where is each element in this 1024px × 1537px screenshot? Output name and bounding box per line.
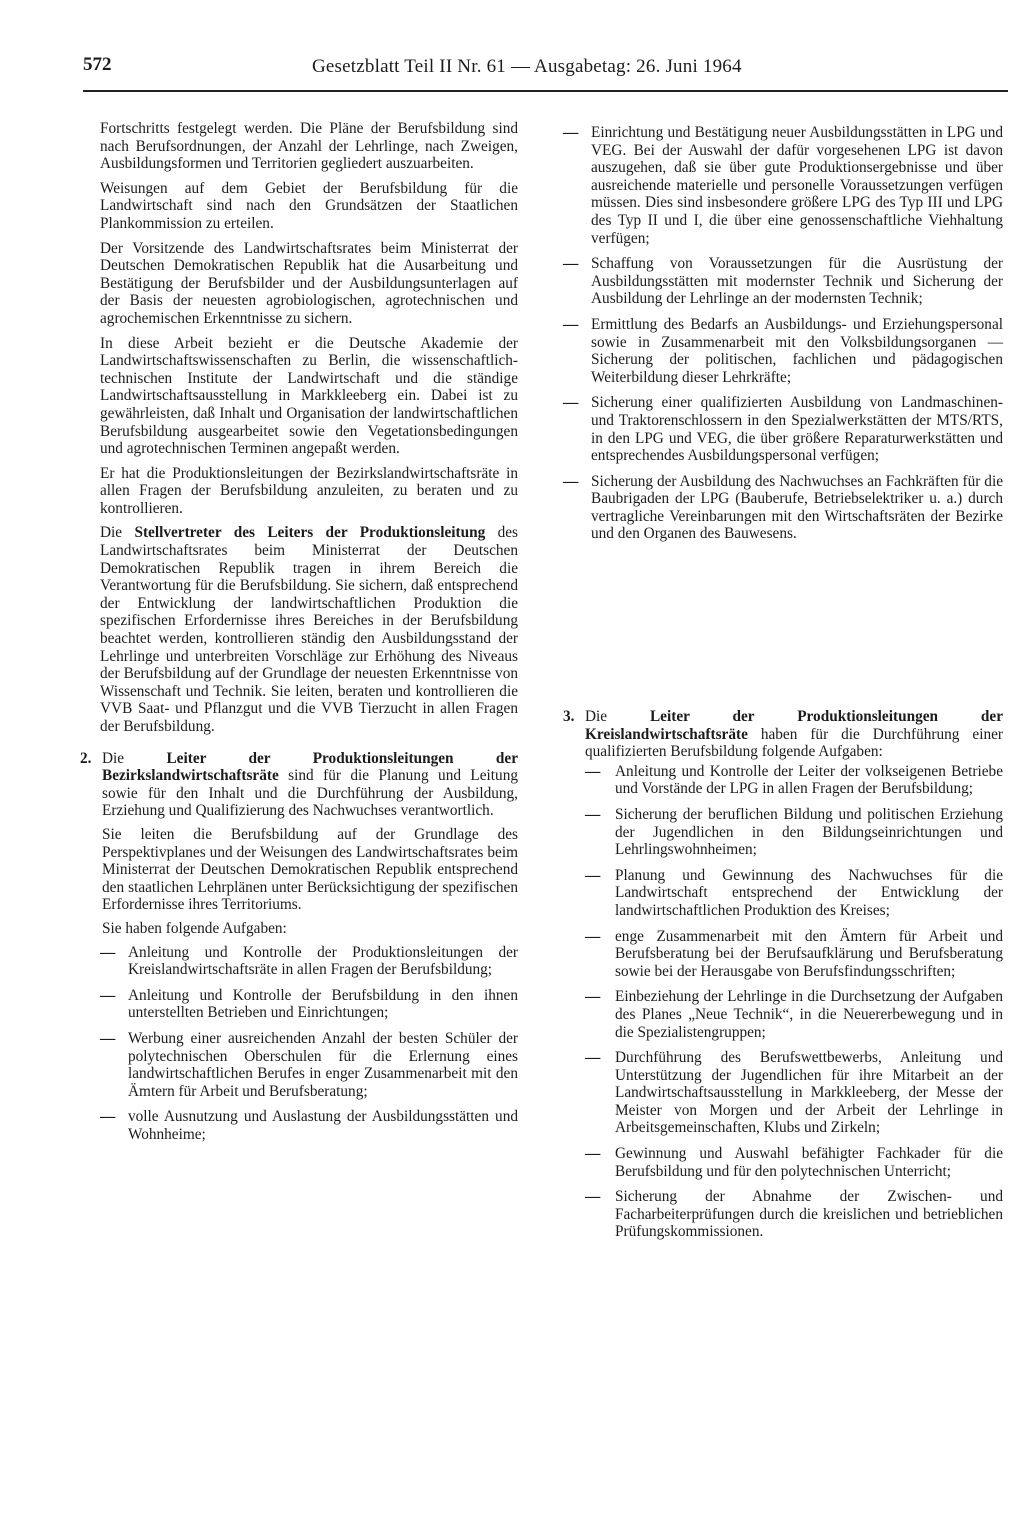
dash-mark: —	[563, 124, 579, 141]
right-column-lower	[563, 708, 1003, 1249]
right-column-upper	[563, 124, 1003, 551]
list-item	[585, 1049, 1003, 1137]
dash-mark: —	[585, 805, 601, 823]
dash-mark: —	[585, 762, 601, 780]
running-head: Gesetzblatt Teil II Nr. 61 — Ausgabetag: 26. Juni 1964	[312, 56, 742, 77]
list-item	[563, 124, 1003, 247]
list-item	[585, 1145, 1003, 1180]
list-item-text: Sicherung einer qualifizierten Ausbildung von Landmaschinen- und Traktorenschlossern in den Spezialwerkstätten der MTS/RTS, in den LPG und VEG, die über größere Reparaturwerkstätten und entsprechendes Ausbildungspersonal verfügen;	[591, 394, 1003, 465]
header-rule	[83, 90, 1008, 92]
list-item-text: Schaffung von Voraussetzungen für die Ausrüstung der Ausbildungsstätten mit modernster Technik und Sicherung der Ausbildung der Lehrlinge an der modernsten Technik;	[591, 255, 1003, 308]
section-2-paragraph-3: Sie haben folgende Aufgaben:	[102, 919, 287, 937]
right-continuation-list	[563, 124, 1003, 543]
section-3-intro-pre: Die	[585, 708, 650, 725]
section-3-body	[585, 708, 1003, 1241]
dash-mark: —	[585, 1188, 601, 1206]
dash-mark: —	[100, 943, 116, 961]
list-item	[563, 473, 1003, 543]
dash-mark: —	[585, 988, 601, 1006]
list-item-text: Durchführung des Berufswettbewerbs, Anleitung und Unterstützung der Jugendlichen für ihre Mitarbeit an der Landwirtschaftsausstellung in Markkleeberg, der Messe der Meister von Morgen und der Arbeit der Lehrlinge in Arbeitsgemeinschaften, Klubs und Zirkeln;	[615, 1049, 1003, 1137]
section-2-number: 2.	[80, 749, 92, 767]
list-item	[585, 867, 1003, 920]
left-paragraph-6	[100, 524, 518, 735]
list-item	[100, 1030, 518, 1100]
section-2-intro-bold: Leiter der Produktionsleitungen der Bezirkslandwirtschaftsräte	[102, 749, 518, 785]
dash-mark: —	[563, 255, 579, 273]
dash-mark: —	[100, 1108, 116, 1126]
list-item-text: Anleitung und Kontrolle der Berufsbildung in den ihnen unterstellten Betrieben und Einrichtungen;	[128, 986, 518, 1022]
section-3-intro-bold: Leiter der Produktionsleitungen der Kreislandwirtschaftsräte	[585, 708, 1003, 743]
dash-mark: —	[100, 1029, 116, 1047]
section-2-body	[102, 750, 518, 938]
dash-mark: —	[563, 472, 579, 490]
section-3-list	[585, 763, 1003, 1241]
left-column	[80, 120, 518, 1151]
list-item-text: Anleitung und Kontrolle der Produktionsleitungen der Kreislandwirtschaftsräte in allen Fragen der Berufsbildung;	[128, 943, 518, 979]
list-item-text: Anleitung und Kontrolle der Leiter der volkseigenen Betriebe und Vorstände der LPG in allen Fragen der Berufsbildung;	[615, 762, 1003, 798]
section-3-intro-post: haben für die Durchführung einer qualifizierten Berufsbildung folgende Aufgaben:	[585, 725, 1003, 761]
left-paragraph-3: Der Vorsitzende des Landwirtschaftsrates beim Ministerrat der Deutschen Demokratischen Republik hat die Ausarbeitung und Bestätigung der Berufsbilder und der Ausbildungsunterlagen auf der Basis der neuesten agrobiologischen, agrotechnischen und agrochemischen Erkenntnisse zu sichern.	[100, 239, 518, 327]
dash-mark: —	[585, 1049, 601, 1067]
list-item	[585, 806, 1003, 859]
section-2-list	[100, 944, 518, 1144]
list-item	[585, 1188, 1003, 1241]
list-item-text: Ermittlung des Bedarfs an Ausbildungs- und Erziehungspersonal sowie in Zusammenarbeit mit den Volksbildungsorganen — Sicherung der politischen, fachlichen und pädagogischen Weiterbildung dieser Lehrkräfte;	[591, 315, 1003, 386]
list-item-text: volle Ausnutzung und Auslastung der Ausbildungsstätten und Wohnheime;	[128, 1108, 518, 1143]
section-2-intro	[102, 750, 518, 820]
section-2-intro-pre: Die	[102, 749, 167, 767]
p6-bold: Stellvertreter des Leiters der Produktionsleitung	[134, 524, 486, 542]
list-item	[585, 988, 1003, 1041]
list-item-text: Einrichtung und Bestätigung neuer Ausbildungsstätten in LPG und VEG. Bei der Auswahl der dafür vorgesehenen LPG ist davon auszugehen, daß sie über gute Produktionsergebnisse und über ausreichende materielle und personelle Voraussetzungen verfügen müssen. Dies sind insbesondere größere LPG des Typ III und LPG des Typ II und I, die über eine genossenschaftliche Viehhaltung verfügen;	[591, 124, 1003, 247]
p6-post: des Landwirtschaftsrates beim Ministerrat der Deutschen Demokratischen Republik tragen in ihrem Bereich die Verantwortung für die Berufsbildung. Sie sichern, daß entsprechend der Entwicklung der landwirtschaftlichen Produktion die spezifischen Erfordernisse ihres Bereiches in der Berufsbildung beachtet werden, kontrollieren ständig den Ausbildungsstand der Lehrlinge und unterbreiten Vorschläge zur Erhöhung des Niveaus der Berufsbildung auf der Grundlage der neuesten Erkenntnisse von Wissenschaft und Technik. Sie leiten, beraten und kontrollieren die VVB Saat- und Pflanzgut und die VVB Tierzucht in allen Fragen der Berufsbildung.	[100, 524, 518, 735]
list-item	[585, 928, 1003, 981]
dash-mark: —	[100, 986, 116, 1004]
left-paragraph-4: In diese Arbeit bezieht er die Deutsche Akademie der Landwirtschaftswissenschaften zu Berlin, die wissenschaftlich-technischen Institute der Landwirtschaft und die ständige Landwirtschaftsausstellung in Markkleeberg ein. Dabei ist zu gewährleisten, daß Inhalt und Organisation der landwirtschaftlichen Berufsbildung ausgearbeitet sowie den Vegetationsbedingungen und agrotechnischen Terminen angepaßt werden.	[100, 334, 518, 458]
page-number: 572	[83, 54, 112, 75]
section-3	[563, 708, 1003, 1241]
list-item	[563, 394, 1003, 464]
list-item-text: Sicherung der beruflichen Bildung und politischen Erziehung der Jugendlichen in den Bildungseinrichtungen und Lehrlingswohnheimen;	[615, 805, 1003, 859]
section-2	[80, 750, 518, 938]
list-item	[100, 987, 518, 1022]
section-2-intro-post: sind für die Planung und Leitung sowie für den Inhalt und die Durchführung der Ausbildung, Erziehung und Qualifizierung des Nachwuchses verantwortlich.	[102, 767, 518, 820]
dash-mark: —	[585, 1145, 601, 1163]
section-3-intro	[585, 708, 1003, 761]
list-item	[563, 255, 1003, 308]
list-item-text: Einbeziehung der Lehrlinge in die Durchsetzung der Aufgaben des Planes „Neue Technik“, in die Neuererbewegung und in die Spezialistengruppen;	[615, 988, 1003, 1041]
p6-pre: Die	[100, 524, 135, 542]
dash-mark: —	[563, 315, 579, 333]
left-paragraph-1: Fortschritts festgelegt werden. Die Pläne der Berufsbildung sind nach Berufsordnungen, der Anzahl der Lehrlinge, nach Zweigen, Ausbildungsformen und Territorien gegliedert auszuarbeiten.	[100, 120, 518, 173]
list-item-text: Sicherung der Abnahme der Zwischen- und Facharbeiterprüfungen durch die kreislichen und betrieblichen Prüfungskommissionen.	[615, 1188, 1003, 1241]
list-item-text: enge Zusammenarbeit mit den Ämtern für Arbeit und Berufsberatung bei der Berufsaufklärung und Berufsberatung sowie bei der Herausgabe von Berufsfindungsschriften;	[615, 927, 1003, 980]
left-paragraph-2: Weisungen auf dem Gebiet der Berufsbildung für die Landwirtschaft sind nach den Grundsätzen der Staatlichen Plankommission zu erteilen.	[100, 179, 518, 232]
section-2-paragraph-2: Sie leiten die Berufsbildung auf der Grundlage des Perspektivplanes und der Weisungen des Landwirtschaftsrates beim Ministerrat der Deutschen Demokratischen Republik entsprechend den staatlichen Lehrplänen unter Berücksichtigung der spezifischen Erfordernisse ihres Territoriums.	[102, 825, 518, 914]
list-item-text: Planung und Gewinnung des Nachwuchses für die Landwirtschaft entsprechend der Entwicklung der landwirtschaftlichen Produktion des Kreises;	[615, 866, 1003, 919]
dash-mark: —	[585, 866, 601, 884]
list-item-text: Gewinnung und Auswahl befähigter Fachkader für die Berufsbildung und für den polytechnischen Unterricht;	[615, 1145, 1003, 1180]
list-item	[563, 316, 1003, 386]
left-paragraph-5: Er hat die Produktionsleitungen der Bezirkslandwirtschaftsräte in allen Fragen der Berufsbildung anzuleiten, zu beraten und zu kontrollieren.	[100, 464, 518, 517]
list-item	[100, 1108, 518, 1143]
section-3-number: 3.	[563, 708, 575, 725]
dash-mark: —	[585, 927, 601, 945]
dash-mark: —	[563, 394, 579, 412]
list-item	[585, 763, 1003, 798]
list-item-text: Werbung einer ausreichenden Anzahl der besten Schüler der polytechnischen Oberschulen für die Erlernung eines landwirtschaftlichen Berufes in enger Zusammenarbeit mit den Ämtern für Arbeit und Berufsberatung;	[128, 1029, 518, 1100]
list-item-text: Sicherung der Ausbildung des Nachwuchses an Fachkräften für die Baubrigaden der LPG (Bauberufe, Betriebselektriker u. a.) durch vertragliche Vereinbarungen mit den Wirtschaftsräten der Bezirke und den Organen des Bauwesens.	[591, 472, 1003, 543]
list-item	[100, 944, 518, 979]
